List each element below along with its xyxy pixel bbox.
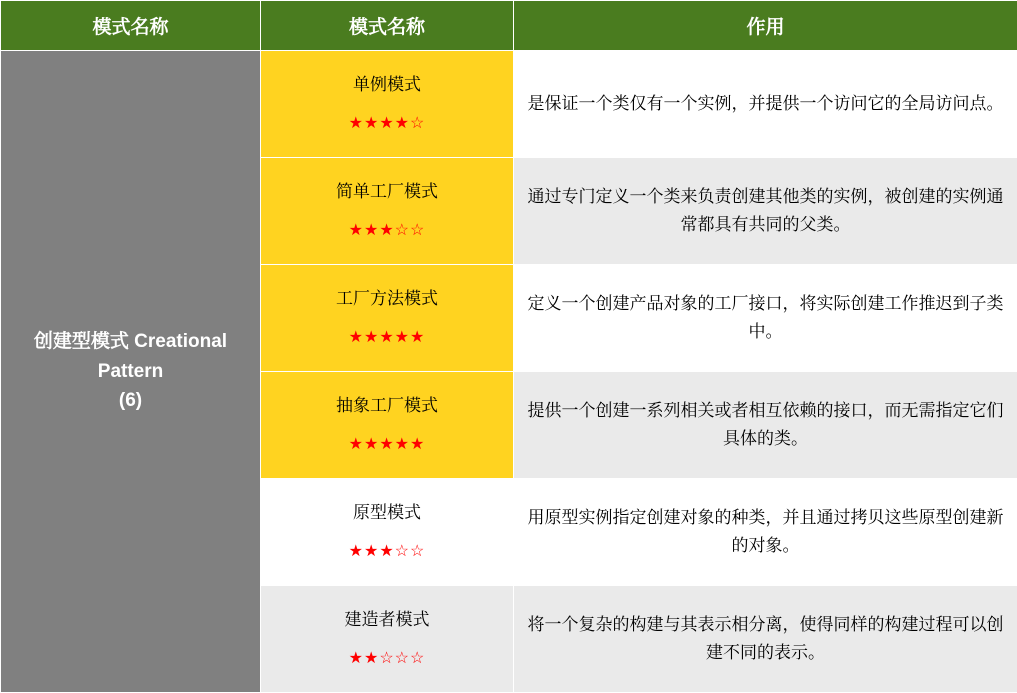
- table-body: [1, 51, 1017, 693]
- category-label-line3: (6): [11, 386, 250, 415]
- pattern-name: 抽象工厂模式: [271, 396, 503, 416]
- header-row: [1, 1, 1017, 51]
- rating-stars: ★★★☆☆: [271, 542, 503, 561]
- pattern-name: 简单工厂模式: [271, 182, 503, 202]
- pattern-name: 单例模式: [271, 75, 503, 95]
- category-cell: [1, 51, 261, 693]
- header-purpose: 作用: [514, 1, 1017, 51]
- pattern-name-cell: [261, 265, 514, 372]
- rating-stars: ★★★☆☆: [271, 221, 503, 240]
- pattern-name: 工厂方法模式: [271, 289, 503, 309]
- pattern-description: 提供一个创建一系列相关或者相互依赖的接口，而无需指定它们具体的类。: [514, 372, 1017, 479]
- header-category: 模式名称: [1, 1, 261, 51]
- pattern-name-cell: [261, 158, 514, 265]
- pattern-name-cell: [261, 51, 514, 158]
- pattern-name-cell: [261, 479, 514, 586]
- category-label-line1: 创建型模式 Creational: [11, 327, 250, 356]
- pattern-name: 建造者模式: [271, 610, 503, 630]
- rating-stars: ★★★★★: [271, 435, 503, 454]
- rating-stars: ★★★★★: [271, 328, 503, 347]
- pattern-description: 是保证一个类仅有一个实例，并提供一个访问它的全局访问点。: [514, 51, 1017, 158]
- pattern-name-cell: [261, 586, 514, 693]
- pattern-name-cell: [261, 372, 514, 479]
- header-pattern-name: 模式名称: [261, 1, 514, 51]
- pattern-description: 定义一个创建产品对象的工厂接口，将实际创建工作推迟到子类中。: [514, 265, 1017, 372]
- category-label-line2: Pattern: [11, 357, 250, 386]
- pattern-description: 用原型实例指定创建对象的种类，并且通过拷贝这些原型创建新的对象。: [514, 479, 1017, 586]
- pattern-description: 通过专门定义一个类来负责创建其他类的实例，被创建的实例通常都具有共同的父类。: [514, 158, 1017, 265]
- rating-stars: ★★☆☆☆: [271, 649, 503, 668]
- pattern-description: 将一个复杂的构建与其表示相分离，使得同样的构建过程可以创建不同的表示。: [514, 586, 1017, 693]
- pattern-name: 原型模式: [271, 503, 503, 523]
- rating-stars: ★★★★☆: [271, 114, 503, 133]
- table-row: [1, 51, 1017, 158]
- table-header: [1, 1, 1017, 51]
